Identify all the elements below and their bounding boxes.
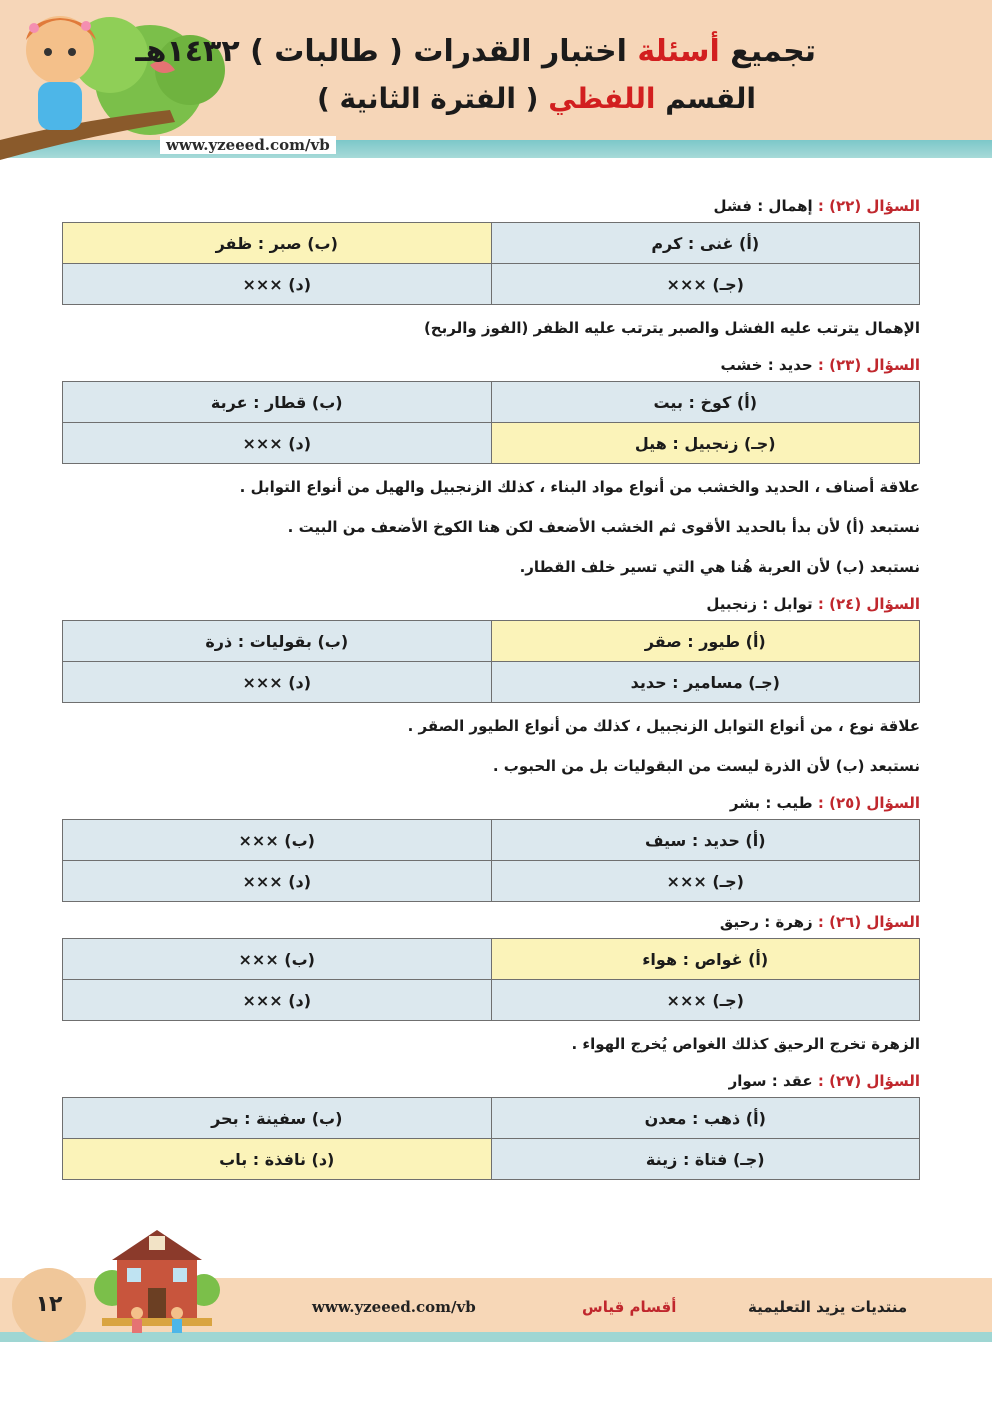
option-d[interactable]: (د) نافذة : باب xyxy=(63,1139,492,1180)
option-a[interactable]: (أ) طيور : صقر xyxy=(491,621,920,662)
option-b[interactable]: (ب) سفينة : بحر xyxy=(63,1098,492,1139)
question-26: السؤال (٢٦) : زهرة : رحيق xyxy=(719,913,920,931)
option-c[interactable]: (جـ) فتاة : زينة xyxy=(491,1139,920,1180)
options-table-22 xyxy=(62,222,920,305)
page-title: تجميع أسئلة اختبار القدرات ( طالبات ) ١٤٣٢هـ xyxy=(135,34,816,69)
option-c[interactable]: (جـ) مسامير : حديد xyxy=(491,662,920,703)
page-number: ١٢ xyxy=(12,1268,86,1342)
option-c[interactable]: (جـ) ××× xyxy=(491,861,920,902)
options-table-25 xyxy=(62,819,920,902)
option-a[interactable]: (أ) حديد : سيف xyxy=(491,820,920,861)
question-24: السؤال (٢٤) : توابل : زنجبيل xyxy=(706,595,920,613)
girl-on-branch-illustration xyxy=(0,0,280,190)
options-table-23 xyxy=(62,381,920,464)
option-b[interactable]: (ب) ××× xyxy=(63,939,492,980)
option-b[interactable]: (ب) ××× xyxy=(63,820,492,861)
question-22: السؤال (٢٢) : إهمال : فشل xyxy=(713,197,920,215)
questions-content xyxy=(62,190,920,1184)
explanation: الإهمال يترتب عليه الفشل والصبر يترتب عليه الظفر (الفوز والربح) xyxy=(423,319,920,337)
option-a[interactable]: (أ) ذهب : معدن xyxy=(491,1098,920,1139)
explanation: نستبعد (أ) لأن بدأ بالحديد الأقوى ثم الخشب الأضعف لكن هنا الكوخ الأضعف من البيت . xyxy=(287,518,920,536)
option-b[interactable]: (ب) بقوليات : ذرة xyxy=(63,621,492,662)
school-illustration xyxy=(92,1218,222,1348)
options-table-26 xyxy=(62,938,920,1021)
option-d[interactable]: (د) ××× xyxy=(63,423,492,464)
option-b[interactable]: (ب) قطار : عربة xyxy=(63,382,492,423)
option-a[interactable]: (أ) غنى : كرم xyxy=(491,223,920,264)
option-b[interactable]: (ب) صبر : ظفر xyxy=(63,223,492,264)
option-d[interactable]: (د) ××× xyxy=(63,861,492,902)
option-c[interactable]: (جـ) زنجبيل : هيل xyxy=(491,423,920,464)
option-d[interactable]: (د) ××× xyxy=(63,980,492,1021)
footer-section: أقسام قياس xyxy=(582,1298,677,1316)
options-table-24 xyxy=(62,620,920,703)
question-27: السؤال (٢٧) : عقد : سوار xyxy=(728,1072,920,1090)
options-table-27 xyxy=(62,1097,920,1180)
footer-site-url[interactable]: www.yzeeed.com/vb xyxy=(312,1298,476,1316)
explanation: نستبعد (ب) لأن الذرة ليست من البقوليات بل من الحبوب . xyxy=(492,757,920,775)
option-a[interactable]: (أ) كوخ : بيت xyxy=(491,382,920,423)
explanation: نستبعد (ب) لأن العربة هُنا هي التي تسير خلف القطار. xyxy=(519,558,920,576)
explanation: الزهرة تخرج الرحيق كذلك الغواص يُخرج الهواء . xyxy=(571,1035,920,1053)
explanation: علاقة أصناف ، الحديد والخشب من أنواع مواد البناء ، كذلك الزنجبيل والهيل من أنواع التوابل . xyxy=(239,478,920,496)
question-23: السؤال (٢٣) : حديد : خشب xyxy=(720,356,920,374)
question-25: السؤال (٢٥) : طيب : بشر xyxy=(729,794,920,812)
page-subtitle: القسم اللفظي ( الفترة الثانية ) xyxy=(317,82,756,115)
footer-forum-name: منتديات يزيد التعليمية xyxy=(748,1298,908,1316)
header-site-url: www.yzeeed.com/vb xyxy=(160,136,336,154)
option-d[interactable]: (د) ××× xyxy=(63,264,492,305)
option-c[interactable]: (جـ) ××× xyxy=(491,264,920,305)
option-d[interactable]: (د) ××× xyxy=(63,662,492,703)
option-a[interactable]: (أ) غواص : هواء xyxy=(491,939,920,980)
title-highlight: أسئلة xyxy=(637,34,720,69)
explanation: علاقة نوع ، من أنواع التوابل الزنجبيل ، كذلك من أنواع الطيور الصقر . xyxy=(407,717,920,735)
option-c[interactable]: (جـ) ××× xyxy=(491,980,920,1021)
subtitle-highlight: اللفظي xyxy=(548,82,656,115)
